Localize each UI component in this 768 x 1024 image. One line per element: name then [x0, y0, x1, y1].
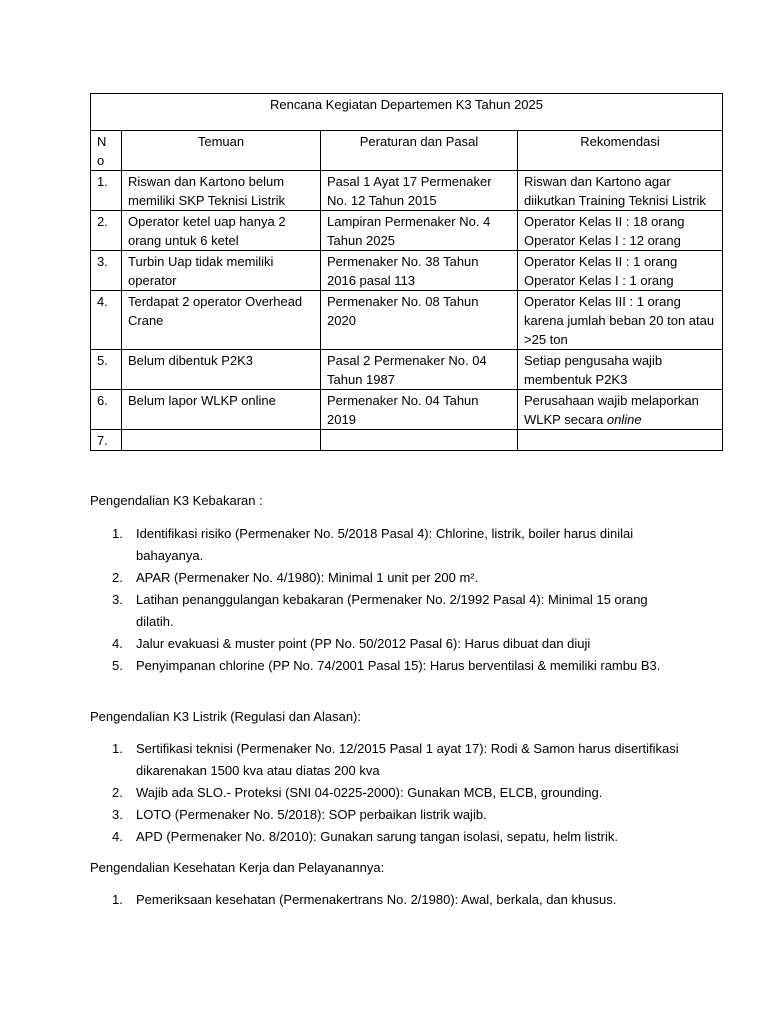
list-item-number: 1.	[112, 892, 123, 907]
row-rekomendasi: Riswan dan Kartono agar diikutkan Training Teknisi Listrik	[518, 171, 723, 211]
header-rekomendasi: Rekomendasi	[518, 131, 723, 171]
list-item	[90, 782, 680, 804]
list-item	[90, 738, 680, 782]
list-item-number: 3.	[112, 592, 123, 607]
list-item-number: 4.	[112, 636, 123, 651]
row-rekomendasi	[518, 430, 723, 451]
header-temuan: Temuan	[122, 131, 321, 171]
list-item-number: 5.	[112, 658, 123, 673]
list-item-number: 2.	[112, 570, 123, 585]
list-item-text: Wajib ada SLO.- Proteksi (SNI 04-0225-2000): Gunakan MCB, ELCB, grounding.	[136, 785, 603, 800]
list-item-text: APD (Permenaker No. 8/2010): Gunakan sarung tangan isolasi, sepatu, helm listrik.	[136, 829, 618, 844]
row-peraturan: Permenaker No. 08 Tahun 2020	[321, 291, 518, 350]
rekomendasi-text: Perusahaan wajib melaporkan WLKP secara	[524, 393, 699, 427]
table-header-row	[91, 131, 723, 171]
row-temuan: Operator ketel uap hanya 2 orang untuk 6 ketel	[122, 211, 321, 251]
list-item	[90, 523, 680, 567]
row-temuan: Riswan dan Kartono belum memiliki SKP Teknisi Listrik	[122, 171, 321, 211]
table-row	[91, 430, 723, 451]
rekomendasi-italic: online	[606, 412, 642, 427]
list-item	[90, 889, 680, 911]
list-item-text: Penyimpanan chlorine (PP No. 74/2001 Pasal 15): Harus berventilasi & memiliki rambu B3.	[136, 658, 661, 673]
row-no: 1.	[91, 171, 122, 211]
row-rekomendasi	[518, 390, 723, 430]
row-peraturan: Lampiran Permenaker No. 4 Tahun 2025	[321, 211, 518, 251]
row-peraturan: Permenaker No. 04 Tahun 2019	[321, 390, 518, 430]
row-temuan: Belum dibentuk P2K3	[122, 350, 321, 390]
table-title: Rencana Kegiatan Departemen K3 Tahun 2025	[91, 94, 723, 131]
row-peraturan: Permenaker No. 38 Tahun 2016 pasal 113	[321, 251, 518, 291]
table-row	[91, 251, 723, 291]
list-item-text: Sertifikasi teknisi (Permenaker No. 12/2015 Pasal 1 ayat 17): Rodi & Samon harus disertifikasi dikarenakan 1500 kva atau diatas 200 kva	[136, 741, 679, 778]
list-item-text: APAR (Permenaker No. 4/1980): Minimal 1 unit per 200 m².	[136, 570, 479, 585]
row-no: 3.	[91, 251, 122, 291]
row-peraturan: Pasal 2 Permenaker No. 04 Tahun 1987	[321, 350, 518, 390]
list-item-text: Pemeriksaan kesehatan (Permenakertrans No. 2/1980): Awal, berkala, dan khusus.	[136, 892, 617, 907]
list-item-number: 3.	[112, 807, 123, 822]
list-item-text: LOTO (Permenaker No. 5/2018): SOP perbaikan listrik wajib.	[136, 807, 487, 822]
row-no: 2.	[91, 211, 122, 251]
list-kesehatan	[90, 889, 680, 911]
row-no: 4.	[91, 291, 122, 350]
row-rekomendasi: Operator Kelas III : 1 orang karena jumlah beban 20 ton atau >25 ton	[518, 291, 723, 350]
section-heading-kesehatan: Pengendalian Kesehatan Kerja dan Pelayanannya:	[90, 860, 385, 875]
row-rekomendasi: Operator Kelas II : 18 orang Operator Kelas I : 12 orang	[518, 211, 723, 251]
list-item-text: Jalur evakuasi & muster point (PP No. 50/2012 Pasal 6): Harus dibuat dan diuji	[136, 636, 591, 651]
row-no: 7.	[91, 430, 122, 451]
table-row	[91, 211, 723, 251]
list-item-text: Latihan penanggulangan kebakaran (Permenaker No. 2/1992 Pasal 4): Minimal 15 orang dilatih.	[136, 592, 648, 629]
table-row	[91, 291, 723, 350]
list-item-number: 1.	[112, 741, 123, 756]
table-row	[91, 390, 723, 430]
header-peraturan: Peraturan dan Pasal	[321, 131, 518, 171]
list-item	[90, 633, 680, 655]
list-listrik	[90, 738, 680, 848]
row-temuan: Terdapat 2 operator Overhead Crane	[122, 291, 321, 350]
table-row	[91, 350, 723, 390]
header-no: N o	[91, 131, 122, 171]
row-rekomendasi: Operator Kelas II : 1 orang Operator Kelas I : 1 orang	[518, 251, 723, 291]
section-heading-kebakaran: Pengendalian K3 Kebakaran :	[90, 493, 263, 508]
list-item-number: 1.	[112, 526, 123, 541]
table-row	[91, 171, 723, 211]
list-item	[90, 589, 680, 633]
row-temuan: Belum lapor WLKP online	[122, 390, 321, 430]
list-item-number: 4.	[112, 829, 123, 844]
row-temuan: Turbin Uap tidak memiliki operator	[122, 251, 321, 291]
activity-plan-table	[90, 93, 723, 451]
list-item	[90, 804, 680, 826]
list-item-text: Identifikasi risiko (Permenaker No. 5/2018 Pasal 4): Chlorine, listrik, boiler harus dinilai bahayanya.	[136, 526, 634, 563]
list-item	[90, 655, 680, 677]
row-no: 6.	[91, 390, 122, 430]
list-item-number: 2.	[112, 785, 123, 800]
section-heading-listrik: Pengendalian K3 Listrik (Regulasi dan Alasan):	[90, 709, 362, 724]
row-rekomendasi: Setiap pengusaha wajib membentuk P2K3	[518, 350, 723, 390]
row-temuan	[122, 430, 321, 451]
list-item	[90, 826, 680, 848]
row-peraturan: Pasal 1 Ayat 17 Permenaker No. 12 Tahun 2015	[321, 171, 518, 211]
row-no: 5.	[91, 350, 122, 390]
list-item	[90, 567, 680, 589]
row-peraturan	[321, 430, 518, 451]
list-kebakaran	[90, 523, 680, 677]
